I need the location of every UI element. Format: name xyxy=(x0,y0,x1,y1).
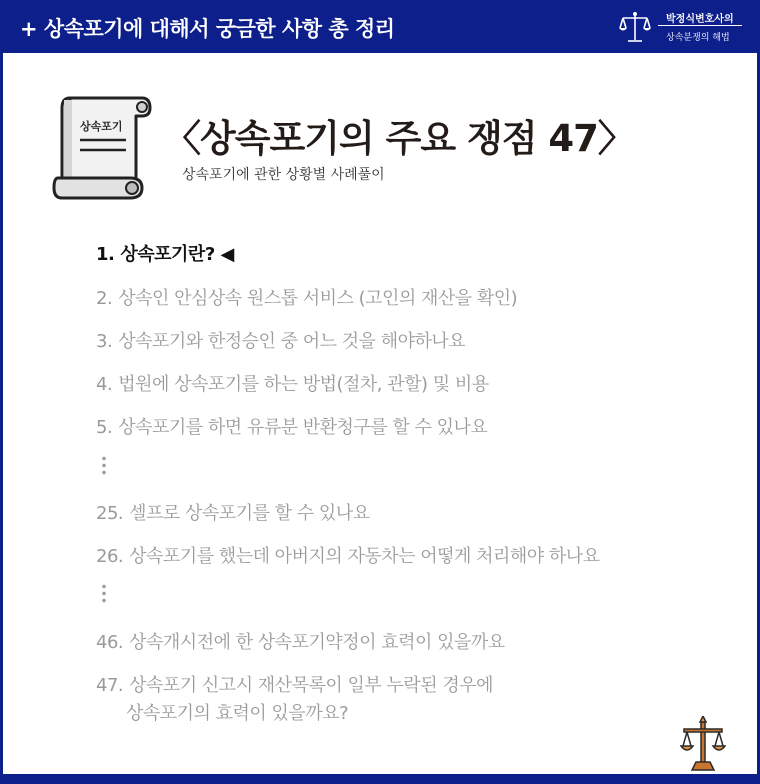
item-number: 25. xyxy=(96,503,124,524)
item-text: 법원에 상속포기를 하는 방법(절차, 관할) 및 비용 xyxy=(118,374,489,395)
list-item-46[interactable] xyxy=(96,628,505,654)
item-text: 상속개시전에 한 상속포기약정이 효력이 있을까요 xyxy=(129,632,505,653)
page-title: 〈상속포기의 주요 쟁점 47〉 xyxy=(164,117,634,160)
item-text: 상속포기를 했는데 아버지의 자동차는 어떻게 처리해야 하나요 xyxy=(129,546,600,567)
item-number: 4. xyxy=(96,374,113,395)
list-item-26[interactable] xyxy=(96,542,600,568)
header-bar xyxy=(0,0,760,53)
list-item-47[interactable] xyxy=(96,671,494,724)
list-item-2[interactable] xyxy=(96,284,517,310)
scale-of-justice-icon xyxy=(618,10,652,44)
vertical-dots-icon xyxy=(101,455,107,477)
item-text: 상속포기와 한정승인 중 어느 것을 해야하나요 xyxy=(118,331,466,352)
brand-tagline: 상속분쟁의 해법 xyxy=(666,33,730,43)
list-item-4[interactable] xyxy=(96,370,489,396)
brand-name: 박정식변호사의 xyxy=(666,14,734,25)
item-number: 3. xyxy=(96,331,113,352)
item-text: 셀프로 상속포기를 할 수 있나요 xyxy=(129,503,370,524)
item-number: 47. xyxy=(96,675,124,696)
list-item-3[interactable] xyxy=(96,327,465,353)
item-number: 1. xyxy=(96,244,115,265)
item-number: 46. xyxy=(96,632,124,653)
list-item-5[interactable] xyxy=(96,413,487,439)
item-number: 5. xyxy=(96,417,113,438)
list-item-25[interactable] xyxy=(96,499,370,525)
brand-logo xyxy=(618,8,744,46)
page-subtitle: 상속포기에 관한 상황별 사례풀이 xyxy=(182,167,385,183)
vertical-dots-icon xyxy=(101,583,107,605)
item-number: 26. xyxy=(96,546,124,567)
item-text: 상속포기란? ◀ xyxy=(120,244,234,265)
scroll-document-icon xyxy=(50,92,154,202)
item-text: 상속인 안심상속 원스톱 서비스 (고인의 재산을 확인) xyxy=(118,288,518,309)
brand-divider xyxy=(658,25,742,26)
item-text-continued: 상속포기의 효력이 있을까요? xyxy=(126,703,349,724)
doc-icon-label: 상속포기 xyxy=(80,120,123,133)
item-text: 상속포기 신고시 재산목록이 일부 누락된 경우에 xyxy=(129,675,494,696)
header-title: + 상속포기에 대해서 궁금한 사항 총 정리 xyxy=(20,17,395,41)
scale-of-justice-icon xyxy=(680,716,726,774)
item-text: 상속포기를 하면 유류분 반환청구를 할 수 있나요 xyxy=(118,417,488,438)
item-number: 2. xyxy=(96,288,113,309)
list-item-1[interactable] xyxy=(96,240,234,266)
